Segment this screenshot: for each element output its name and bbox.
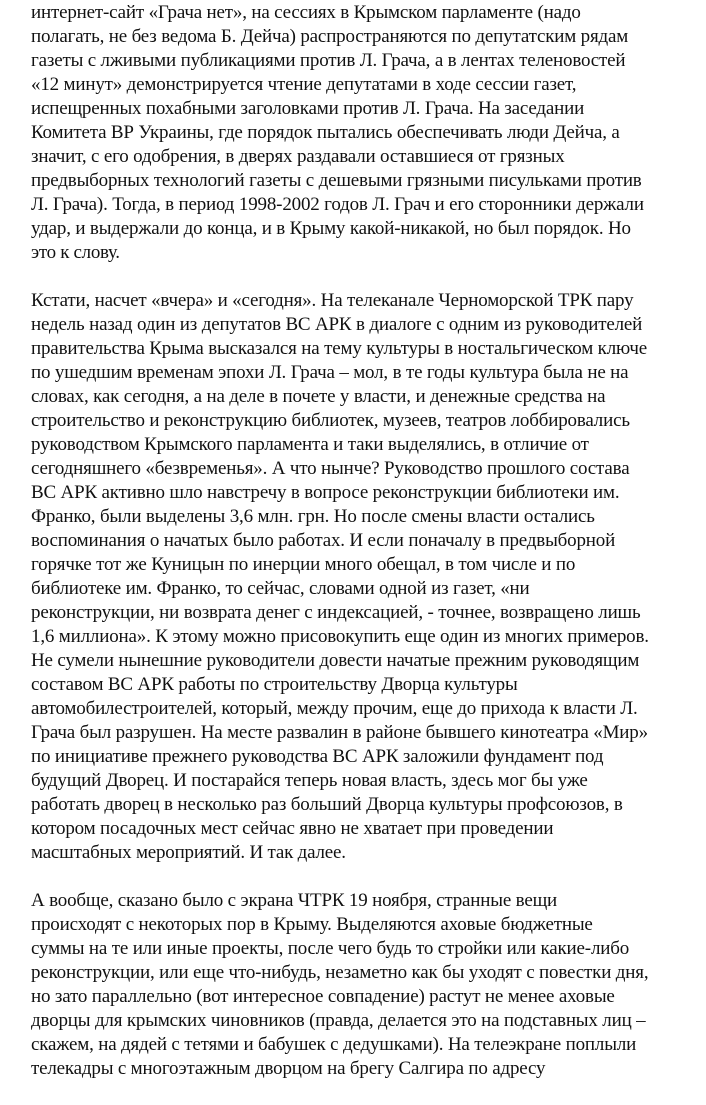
text-line: дворцы для крымских чиновников (правда, делается это на подставных лиц – <box>31 1010 646 1031</box>
text-line: Кстати, насчет «вчера» и «сегодня». На телеканале Черноморской ТРК пару <box>31 290 634 311</box>
text-line: составом ВС АРК работы по строительству Дворца культуры <box>31 674 518 695</box>
text-line: автомобилестроителей, который, между прочим, еще до прихода к власти Л. <box>31 698 638 719</box>
text-line: реконструкции, ни возврата денег с индексацией, - точнее, возвращено лишь <box>31 602 641 623</box>
text-line: недель назад один из депутатов ВС АРК в диалоге с одним из руководителей <box>31 314 643 335</box>
text-line: правительства Крыма высказался на тему культуры в ностальгическом ключе <box>31 338 647 359</box>
text-line: по ушедшим временам эпохи Л. Грача – мол, в те годы культура была не на <box>31 362 629 383</box>
text-line: полагать, не без ведома Б. Дейча) распространяются по депутатским рядам <box>31 26 629 47</box>
text-line: телекадры с многоэтажным дворцом на брегу Салгира по адресу <box>31 1058 546 1079</box>
text-line: работать дворец в несколько раз больший Дворца культуры профсоюзов, в <box>31 794 623 815</box>
text-line: интернет-сайт «Грача нет», на сессиях в Крымском парламенте (надо <box>31 2 581 23</box>
text-line: это к слову. <box>31 242 120 263</box>
text-line: испещренных похабными заголовками против Л. Грача. На заседании <box>31 98 585 119</box>
paragraph-2 <box>31 289 706 865</box>
text-line: воспоминания о начатых было работах. И если поначалу в предвыборной <box>31 530 616 551</box>
text-line: происходят с некоторых пор в Крыму. Выделяются аховые бюджетные <box>31 914 593 935</box>
text-line: «12 минут» демонстрируется чтение депутатами в ходе сессии газет, <box>31 74 577 95</box>
text-line: по инициативе прежнего руководства ВС АРК заложили фундамент под <box>31 746 604 767</box>
text-line: значит, с его одобрения, в дверях раздавали оставшиеся от грязных <box>31 146 565 167</box>
text-line: горячке тот же Куницын по инерции много обещал, в том числе и по <box>31 554 576 575</box>
text-line: реконструкции, или еще что-нибудь, незаметно как бы уходят с повестки дня, <box>31 962 649 983</box>
text-line: масштабных мероприятий. И так далее. <box>31 842 346 863</box>
text-line: сегодняшнего «безвременья». А что нынче? Руководство прошлого состава <box>31 458 630 479</box>
text-line: ВС АРК активно шло навстречу в вопросе реконструкции библиотеки им. <box>31 482 620 503</box>
text-line: предвыборных технологий газеты с дешевыми грязными писульками против <box>31 170 642 191</box>
text-line: скажем, на дядей с тетями и бабушек с дедушками). На телеэкране поплыли <box>31 1034 637 1055</box>
text-line: библиотеке им. Франко, то сейчас, словами одной из газет, «ни <box>31 578 530 599</box>
text-line: удар, и выдержали до конца, и в Крыму какой-никакой, но был порядок. Но <box>31 218 631 239</box>
text-line: Грача был разрушен. На месте развалин в районе бывшего кинотеатра «Мир» <box>31 722 648 743</box>
text-line: 1,6 миллиона». К этому можно присовокупить еще один из многих примеров. <box>31 626 649 647</box>
text-line: словах, как сегодня, а на деле в почете у власти, и денежные средства на <box>31 386 606 407</box>
text-line: Л. Грача). Тогда, в период 1998-2002 годов Л. Грач и его сторонники держали <box>31 194 644 215</box>
text-line: А вообще, сказано было с экрана ЧТРК 19 ноября, странные вещи <box>31 890 557 911</box>
text-line: Комитета ВР Украины, где порядок пытались обеспечивать люди Дейча, а <box>31 122 620 143</box>
text-line: руководством Крымского парламента и таки выделялись, в отличие от <box>31 434 589 455</box>
text-line: суммы на те или иные проекты, после чего будь то стройки или какие-либо <box>31 938 630 959</box>
document-page <box>31 1 706 1105</box>
text-line: Не сумели нынешние руководители довести начатые прежним руководящим <box>31 650 640 671</box>
text-line: котором посадочных мест сейчас явно не хватает при проведении <box>31 818 554 839</box>
text-line: газеты с лживыми публикациями против Л. Грача, а в лентах теленовостей <box>31 50 626 71</box>
paragraph-1 <box>31 1 706 265</box>
text-line: будущий Дворец. И постарайся теперь новая власть, здесь мог бы уже <box>31 770 588 791</box>
text-line: Франко, были выделены 3,6 млн. грн. Но после смены власти остались <box>31 506 595 527</box>
paragraph-3 <box>31 889 706 1081</box>
text-line: строительство и реконструкцию библиотек, музеев, театров лоббировались <box>31 410 630 431</box>
text-line: но зато параллельно (вот интересное совпадение) растут не менее аховые <box>31 986 615 1007</box>
